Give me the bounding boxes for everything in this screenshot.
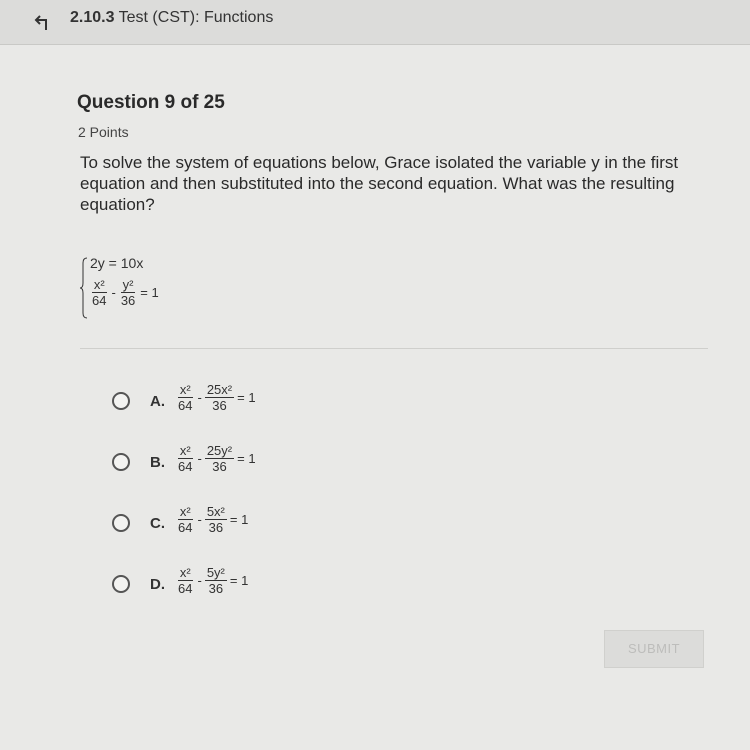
answer-option-a[interactable]: [112, 382, 412, 428]
fraction: [205, 443, 234, 474]
denominator: 64: [178, 459, 193, 474]
operator: -: [197, 451, 202, 466]
fraction: [119, 277, 137, 308]
question-prompt: To solve the system of equations below, Grace isolated the variable y in the first equation and then substituted into the second equation. What was the resulting equation?: [80, 153, 679, 214]
fraction: [205, 504, 227, 535]
denominator: 36: [212, 459, 227, 474]
numerator: x²: [179, 504, 191, 519]
equals-rhs: = 1: [237, 451, 256, 466]
test-title: [70, 8, 273, 28]
question-points: 2 Points: [78, 124, 129, 140]
denominator: 36: [208, 520, 224, 535]
denominator: 36: [208, 581, 224, 596]
denominator: 64: [178, 520, 193, 535]
divider: [80, 348, 708, 349]
equation-2: [90, 277, 162, 308]
equals-rhs: = 1: [229, 573, 249, 588]
numerator: x²: [179, 443, 191, 458]
radio-button[interactable]: [112, 514, 130, 532]
operator: -: [197, 573, 202, 588]
fraction: [176, 443, 194, 474]
numerator: x²: [179, 382, 191, 397]
numerator: 25y²: [206, 443, 233, 458]
test-name: Test (CST): Functions: [118, 9, 274, 26]
denominator: 64: [178, 581, 193, 596]
fraction: [205, 565, 227, 596]
answer-option-b[interactable]: [112, 443, 412, 489]
fraction: [90, 277, 108, 308]
option-letter: D.: [150, 576, 165, 593]
fraction: [205, 382, 234, 413]
equation-1: 2y = 10x: [90, 255, 144, 271]
option-letter: B.: [150, 454, 165, 471]
radio-button[interactable]: [112, 575, 130, 593]
option-letter: A.: [150, 393, 165, 410]
option-expression: [176, 565, 251, 596]
numerator: x²: [93, 277, 105, 292]
radio-button[interactable]: [112, 392, 130, 410]
option-expression: [176, 382, 259, 413]
operator: -: [197, 390, 202, 405]
option-letter: C.: [150, 515, 165, 532]
option-expression: [176, 443, 259, 474]
equals-rhs: = 1: [237, 390, 256, 405]
numerator: 5y²: [206, 565, 225, 580]
equation-system: [80, 255, 200, 325]
numerator: 25x²: [206, 382, 233, 397]
question-title: Question 9 of 25: [77, 92, 225, 113]
radio-button[interactable]: [112, 453, 130, 471]
denominator: 64: [178, 398, 193, 413]
answer-option-d[interactable]: [112, 565, 412, 611]
fraction: [176, 504, 194, 535]
top-bar: [0, 0, 750, 45]
fraction: [176, 382, 194, 413]
denominator: 64: [92, 293, 107, 308]
denominator: 36: [120, 293, 136, 308]
numerator: x²: [179, 565, 191, 580]
submit-button[interactable]: SUBMIT: [604, 630, 704, 668]
operator: -: [197, 512, 202, 527]
operator: -: [111, 285, 116, 300]
equals-rhs: = 1: [140, 285, 159, 300]
answer-option-c[interactable]: [112, 504, 412, 550]
fraction: [176, 565, 194, 596]
denominator: 36: [212, 398, 227, 413]
brace-icon: [80, 257, 88, 319]
back-arrow-icon[interactable]: [34, 12, 54, 32]
equals-rhs: = 1: [229, 512, 249, 527]
test-number: 2.10.3: [70, 9, 115, 26]
numerator: 5x²: [206, 504, 225, 519]
numerator: y²: [122, 277, 134, 292]
option-expression: [176, 504, 251, 535]
